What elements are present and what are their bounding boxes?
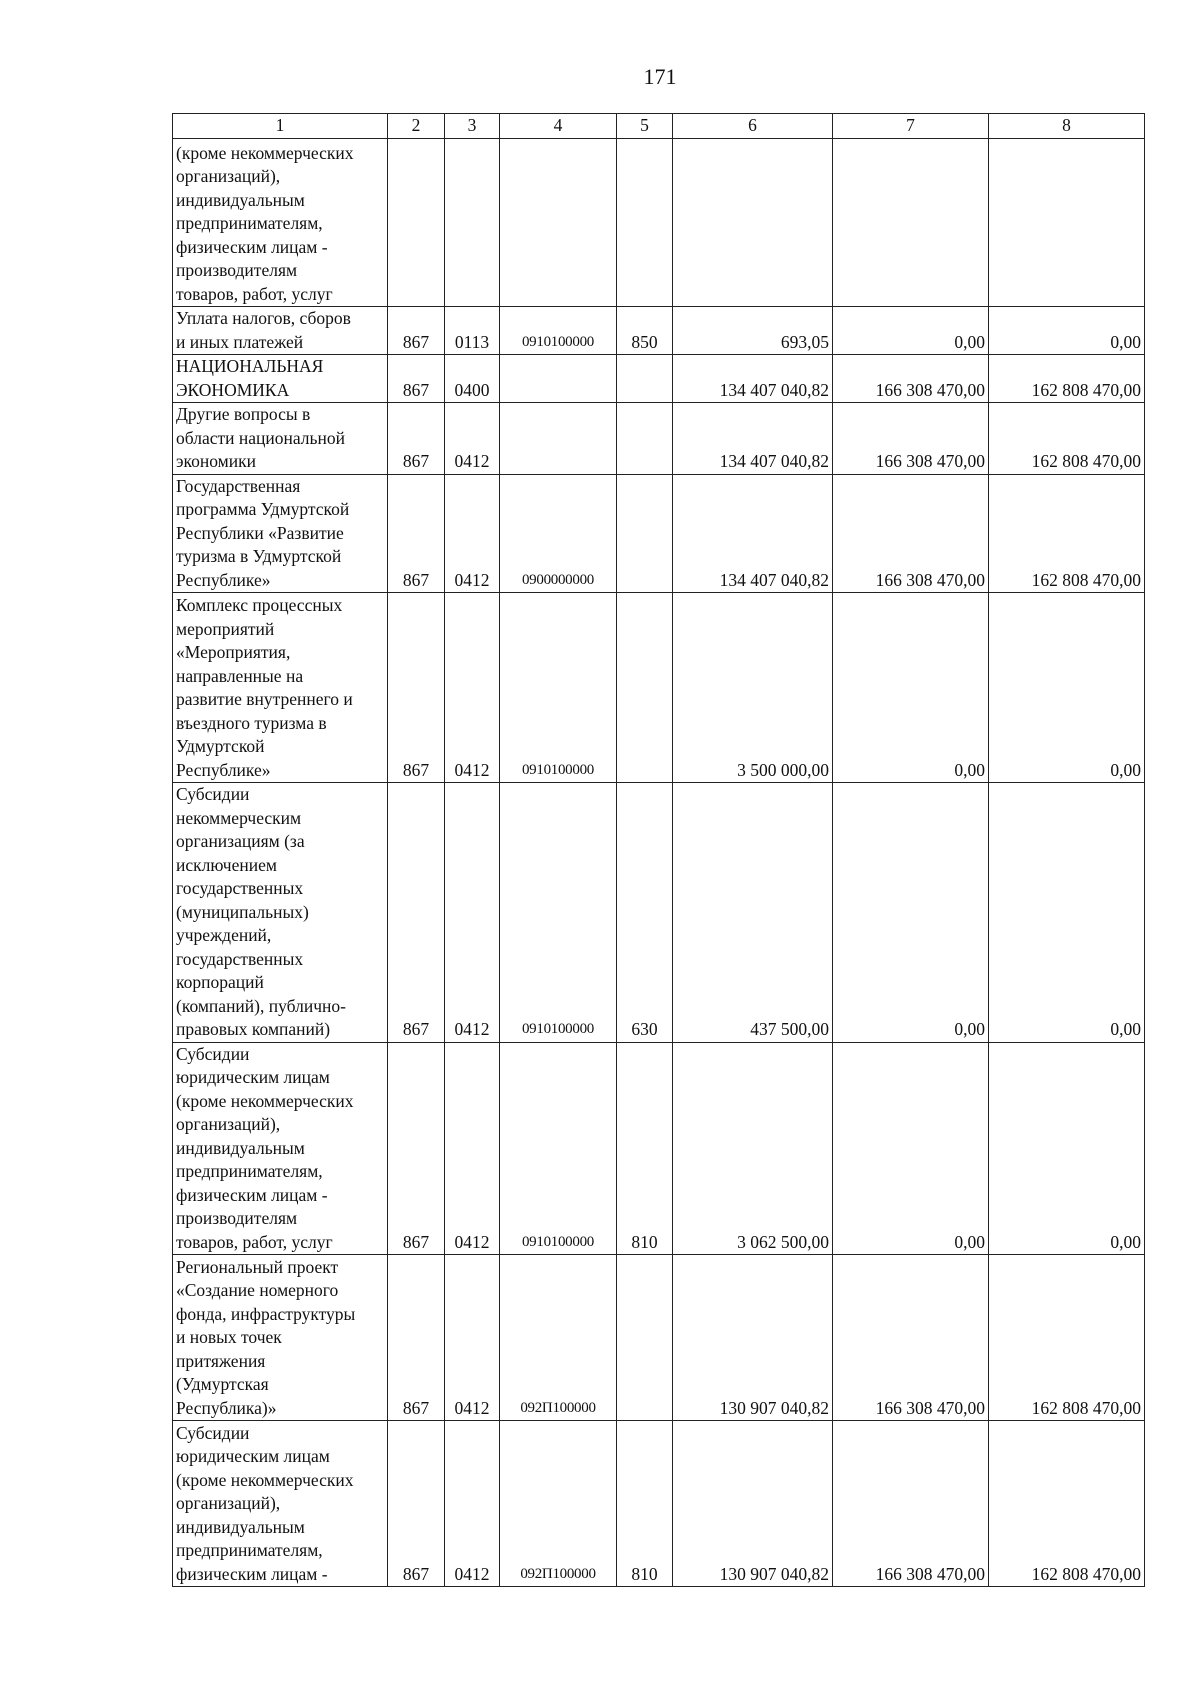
row-amount-6-cell [673, 139, 833, 307]
row-name-text: Субсидии юридическим лицам (кроме некоммерческих организаций), индивидуальным предпринимателям, физическим лицам - производителям товаров, работ, услуг [176, 1043, 354, 1252]
row-amount-6-cell: 3 062 500,00 [673, 1042, 833, 1255]
row-name-text: Другие вопросы в области национальной экономики [176, 404, 345, 471]
row-expense-type-cell [617, 593, 673, 783]
row-expense-type-cell: 810 [617, 1042, 673, 1255]
row-amount-6-cell: 3 500 000,00 [673, 593, 833, 783]
table-row [173, 307, 1145, 355]
row-target-article-cell: 0910100000 [500, 1042, 617, 1255]
row-amount-7-cell: 0,00 [833, 1042, 989, 1255]
table-row [173, 593, 1145, 783]
header-row [173, 114, 1145, 139]
row-amount-7-cell: 0,00 [833, 783, 989, 1043]
row-expense-type-cell: 810 [617, 1421, 673, 1587]
row-name-text: Комплекс процессных мероприятий «Мероприятия, направленные на развитие внутреннего и въездного туризма в Удмуртской Республике» [176, 595, 353, 780]
page-number: 171 [643, 64, 677, 89]
row-gov-code-cell [388, 139, 445, 307]
row-name-cell [173, 783, 388, 1043]
row-name-text: НАЦИОНАЛЬНАЯ ЭКОНОМИКА [176, 356, 324, 400]
row-target-article-cell: 092П100000 [500, 1255, 617, 1421]
row-name-cell [173, 403, 388, 475]
row-gov-code-cell: 867 [388, 1255, 445, 1421]
row-name-text: (кроме некоммерческих организаций), индивидуальным предпринимателям, физическим лицам - производителям товаров, работ, услуг [176, 142, 354, 304]
row-amount-8-cell: 162 808 470,00 [989, 1255, 1145, 1421]
row-target-article-cell [500, 403, 617, 475]
row-gov-code-cell: 867 [388, 593, 445, 783]
row-amount-6-cell: 130 907 040,82 [673, 1255, 833, 1421]
row-name-text: Уплата налогов, сборов и иных платежей [176, 308, 351, 352]
row-name-cell [173, 355, 388, 403]
row-amount-6-cell: 437 500,00 [673, 783, 833, 1043]
row-target-article-cell: 0910100000 [500, 593, 617, 783]
row-amount-8-cell: 162 808 470,00 [989, 1421, 1145, 1587]
row-expense-type-cell [617, 355, 673, 403]
row-amount-8-cell: 0,00 [989, 1042, 1145, 1255]
table-row [173, 783, 1145, 1043]
row-amount-6-cell: 130 907 040,82 [673, 1421, 833, 1587]
row-target-article-cell [500, 355, 617, 403]
row-amount-8-cell: 0,00 [989, 593, 1145, 783]
table-row [173, 139, 1145, 307]
header-cell-7: 7 [833, 114, 989, 139]
table-row [173, 1421, 1145, 1587]
row-amount-8-cell: 162 808 470,00 [989, 474, 1145, 593]
row-amount-8-cell: 0,00 [989, 307, 1145, 355]
row-name-cell [173, 139, 388, 307]
row-gov-code-cell: 867 [388, 403, 445, 475]
row-name-cell [173, 1042, 388, 1255]
row-name-text: Государственная программа Удмуртской Республики «Развитие туризма в Удмуртской Республике» [176, 475, 350, 590]
table-row [173, 474, 1145, 593]
row-gov-code-cell: 867 [388, 474, 445, 593]
row-section-cell: 0412 [445, 783, 500, 1043]
row-expense-type-cell: 630 [617, 783, 673, 1043]
row-gov-code-cell: 867 [388, 1421, 445, 1587]
row-section-cell: 0412 [445, 474, 500, 593]
row-expense-type-cell [617, 139, 673, 307]
row-gov-code-cell: 867 [388, 783, 445, 1043]
header-cell-8: 8 [989, 114, 1145, 139]
row-expense-type-cell [617, 403, 673, 475]
row-target-article-cell: 0900000000 [500, 474, 617, 593]
row-name-cell [173, 1255, 388, 1421]
row-expense-type-cell: 850 [617, 307, 673, 355]
row-amount-7-cell [833, 139, 989, 307]
header-cell-2: 2 [388, 114, 445, 139]
header-cell-5: 5 [617, 114, 673, 139]
row-amount-7-cell: 0,00 [833, 307, 989, 355]
header-cell-3: 3 [445, 114, 500, 139]
row-name-cell [173, 1421, 388, 1587]
row-expense-type-cell [617, 1255, 673, 1421]
row-amount-7-cell: 0,00 [833, 593, 989, 783]
row-name-text: Субсидии некоммерческим организациям (за исключением государственных (муниципальных) учреждений, государственных корпораций (компаний), публично- правовых компаний) [176, 784, 346, 1039]
table-row [173, 1255, 1145, 1421]
row-gov-code-cell: 867 [388, 307, 445, 355]
row-name-text: Субсидии юридическим лицам (кроме некоммерческих организаций), индивидуальным предпринимателям, физическим лицам - [176, 1422, 354, 1584]
row-target-article-cell: 092П100000 [500, 1421, 617, 1587]
table-row [173, 355, 1145, 403]
row-amount-8-cell: 162 808 470,00 [989, 403, 1145, 475]
header-cell-1: 1 [173, 114, 388, 139]
row-amount-7-cell: 166 308 470,00 [833, 1421, 989, 1587]
row-section-cell: 0412 [445, 1421, 500, 1587]
row-amount-7-cell: 166 308 470,00 [833, 403, 989, 475]
row-amount-8-cell: 0,00 [989, 783, 1145, 1043]
row-gov-code-cell: 867 [388, 355, 445, 403]
row-amount-6-cell: 134 407 040,82 [673, 355, 833, 403]
row-section-cell: 0113 [445, 307, 500, 355]
row-amount-7-cell: 166 308 470,00 [833, 355, 989, 403]
row-gov-code-cell: 867 [388, 1042, 445, 1255]
header-cell-4: 4 [500, 114, 617, 139]
row-amount-6-cell: 693,05 [673, 307, 833, 355]
table-row [173, 403, 1145, 475]
row-name-cell [173, 593, 388, 783]
row-expense-type-cell [617, 474, 673, 593]
row-target-article-cell: 0910100000 [500, 783, 617, 1043]
row-section-cell: 0412 [445, 593, 500, 783]
row-amount-8-cell: 162 808 470,00 [989, 355, 1145, 403]
row-name-cell [173, 307, 388, 355]
row-section-cell: 0412 [445, 403, 500, 475]
budget-table [172, 113, 1145, 1587]
row-amount-7-cell: 166 308 470,00 [833, 474, 989, 593]
table-row [173, 1042, 1145, 1255]
row-name-text: Региональный проект «Создание номерного фонда, инфраструктуры и новых точек притяжения (Удмуртская Республика)» [176, 1256, 356, 1418]
row-name-cell [173, 474, 388, 593]
row-amount-6-cell: 134 407 040,82 [673, 403, 833, 475]
row-section-cell [445, 139, 500, 307]
header-cell-6: 6 [673, 114, 833, 139]
row-section-cell: 0400 [445, 355, 500, 403]
row-section-cell: 0412 [445, 1042, 500, 1255]
row-amount-8-cell [989, 139, 1145, 307]
row-section-cell: 0412 [445, 1255, 500, 1421]
row-target-article-cell [500, 139, 617, 307]
row-target-article-cell: 0910100000 [500, 307, 617, 355]
row-amount-7-cell: 166 308 470,00 [833, 1255, 989, 1421]
row-amount-6-cell: 134 407 040,82 [673, 474, 833, 593]
